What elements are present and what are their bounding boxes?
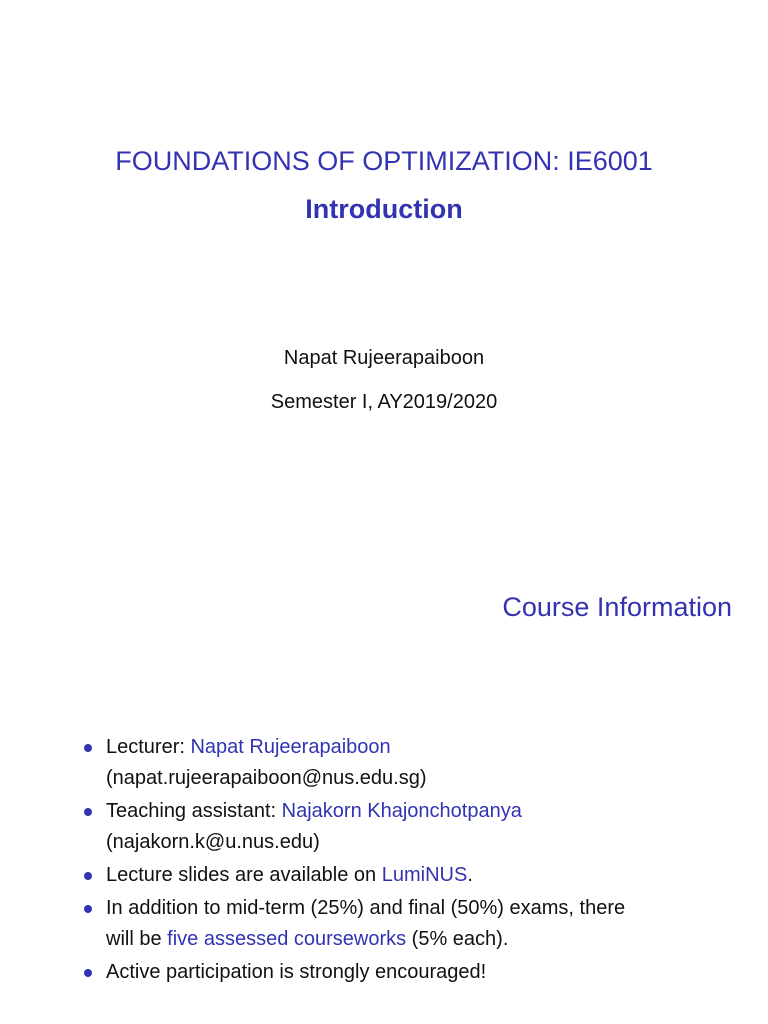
list-item-exams: [80, 893, 740, 955]
ta-label: Teaching assistant:: [106, 800, 282, 822]
list-item-ta: [80, 796, 740, 858]
exams-line1: In addition to mid-term (25%) and final (50%) exams, there: [106, 897, 626, 919]
lecturer-label: Lecturer:: [106, 736, 191, 758]
participation-text: Active participation is strongly encouraged!: [106, 961, 487, 983]
ta-email: (najakorn.k@u.nus.edu): [106, 831, 320, 853]
semester-label: Semester I, AY2019/2020: [270, 391, 498, 413]
bullet-icon: [84, 808, 92, 816]
list-item-slides: [80, 860, 740, 891]
ta-name: Najakorn Khajonchotpanya: [281, 800, 522, 822]
lecturer-email: (napat.rujeerapaiboon@nus.edu.sg): [106, 767, 427, 789]
bullet-icon: [84, 872, 92, 880]
course-title: FOUNDATIONS OF OPTIMIZATION: IE6001: [115, 146, 653, 176]
list-item-participation: [80, 957, 740, 988]
luminus-link[interactable]: LumiNUS: [381, 864, 468, 886]
exams-prefix: will be: [106, 928, 168, 950]
list-item-lecturer: [80, 732, 740, 794]
courseworks-highlight: five assessed courseworks: [167, 928, 407, 950]
author-name: Napat Rujeerapaiboon: [283, 347, 485, 369]
section-title: Course Information: [502, 592, 732, 622]
exams-suffix: (5% each).: [406, 928, 509, 950]
slides-period: .: [467, 864, 473, 886]
lecture-title: Introduction: [305, 194, 463, 224]
lecturer-name: Napat Rujeerapaiboon: [190, 736, 391, 758]
bullet-icon: [84, 744, 92, 752]
bullet-icon: [84, 969, 92, 977]
course-info-list: [80, 732, 740, 990]
slides-text: Lecture slides are available on: [106, 864, 382, 886]
bullet-icon: [84, 905, 92, 913]
